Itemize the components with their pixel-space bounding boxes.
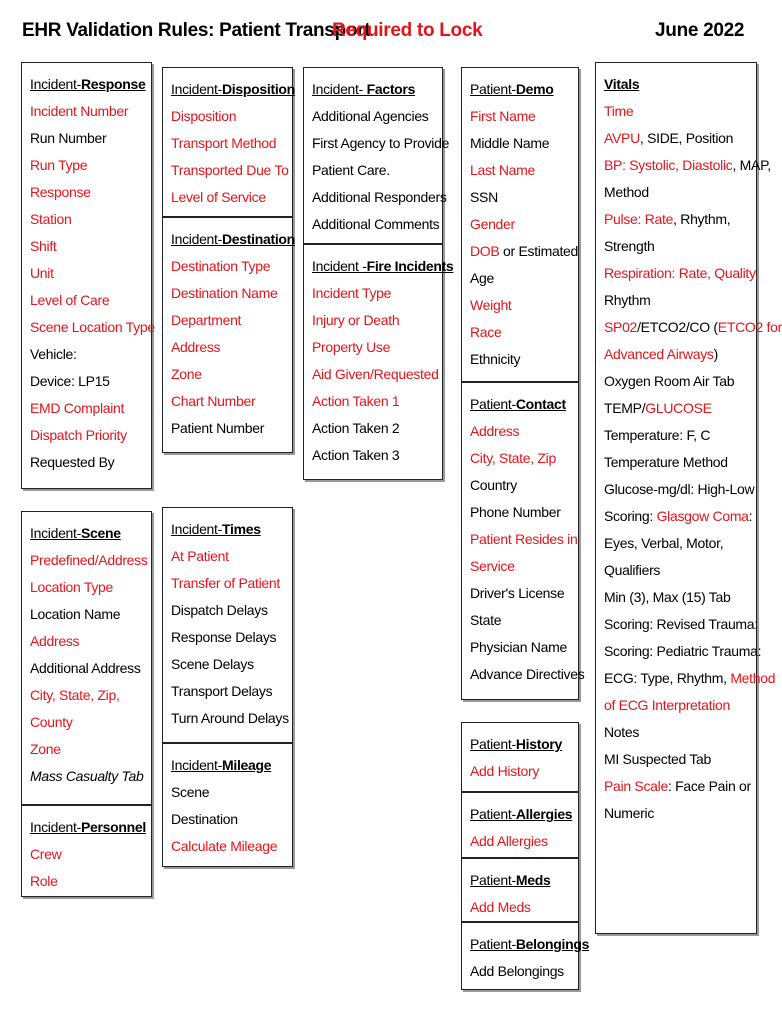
line-segment: Scoring: Pediatric Trauma: bbox=[604, 643, 762, 659]
line-text: Aid Given/Requested bbox=[312, 366, 439, 382]
line-segment: Eyes, Verbal, Motor, bbox=[604, 535, 724, 551]
box-title bbox=[470, 801, 573, 828]
line-text: City, State, Zip bbox=[470, 450, 556, 466]
box-line bbox=[470, 319, 570, 346]
box-line bbox=[604, 206, 748, 233]
box-line bbox=[470, 184, 570, 211]
line-segment: Respiration: Rate, Quality, bbox=[604, 265, 759, 281]
line-text: Crew bbox=[30, 846, 62, 862]
box-line bbox=[30, 736, 143, 763]
box-line bbox=[30, 179, 143, 206]
box-title-prefix: Incident - bbox=[312, 258, 367, 274]
line-segment: Temperature Method bbox=[604, 454, 728, 470]
box-line bbox=[470, 758, 570, 785]
box-line bbox=[604, 98, 748, 125]
box-title bbox=[30, 71, 146, 98]
box-title-bold: History bbox=[515, 736, 562, 752]
line-segment: MI Suspected Tab bbox=[604, 751, 712, 767]
incident-factors-box bbox=[303, 67, 450, 244]
box-line bbox=[470, 580, 570, 607]
line-segment: Advanced Airways bbox=[604, 346, 714, 362]
box-line bbox=[604, 611, 758, 638]
incident-scene-box bbox=[21, 511, 152, 805]
line-text: City, State, Zip, bbox=[30, 687, 120, 703]
line-text: Middle Name bbox=[470, 135, 550, 151]
vitals-box bbox=[595, 62, 782, 934]
line-text: Phone Number bbox=[470, 504, 561, 520]
box-line bbox=[30, 422, 143, 449]
line-text: Destination Name bbox=[171, 285, 278, 301]
box-line bbox=[30, 341, 143, 368]
box-title-prefix: Incident- bbox=[30, 819, 81, 835]
box-line bbox=[30, 206, 143, 233]
line-segment: Notes bbox=[604, 724, 640, 740]
line-text-rest: or Estimated bbox=[499, 243, 579, 259]
box-title-bold: Personnel bbox=[81, 819, 146, 835]
box-line bbox=[312, 130, 450, 157]
box-line bbox=[312, 388, 434, 415]
line-text: Zone bbox=[171, 366, 202, 382]
patient-contact-box bbox=[461, 382, 585, 700]
line-text: Mass Casualty Tab bbox=[30, 768, 144, 784]
box-title-bold: Demo bbox=[515, 81, 554, 97]
box-title-prefix: Incident- bbox=[312, 81, 367, 97]
line-text: Patient Care. bbox=[312, 162, 390, 178]
line-text: Action Taken 2 bbox=[312, 420, 400, 436]
box-line bbox=[470, 499, 570, 526]
box-line bbox=[470, 607, 570, 634]
patient-demo-box bbox=[461, 67, 579, 382]
box-title bbox=[470, 867, 570, 894]
line-text: Disposition bbox=[171, 108, 237, 124]
line-text: Address bbox=[171, 339, 221, 355]
box-line bbox=[470, 894, 570, 921]
line-segment: Method bbox=[604, 184, 649, 200]
line-text: Property Use bbox=[312, 339, 391, 355]
box-line bbox=[171, 388, 284, 415]
line-text: Service bbox=[470, 558, 515, 574]
box-title-bold: Contact bbox=[515, 396, 566, 412]
page-title: EHR Validation Rules: Patient Transport bbox=[22, 20, 371, 41]
box-line bbox=[171, 415, 284, 442]
box-line bbox=[470, 472, 570, 499]
incident-destination-box bbox=[162, 217, 293, 453]
line-text: Transfer of Patient bbox=[171, 575, 280, 591]
box-line bbox=[312, 103, 434, 130]
box-line bbox=[470, 292, 570, 319]
line-segment: Time bbox=[604, 103, 634, 119]
line-segment: of ECG Interpretation bbox=[604, 697, 730, 713]
line-text: Patient Number bbox=[171, 420, 265, 436]
box-line bbox=[470, 553, 570, 580]
box-title-prefix: Incident- bbox=[171, 231, 222, 247]
box-line bbox=[604, 692, 748, 719]
box-title bbox=[312, 253, 454, 280]
box-line bbox=[171, 130, 284, 157]
box-title bbox=[470, 76, 570, 103]
box-line bbox=[604, 557, 748, 584]
line-segment: ECG: Type, Rhythm, bbox=[604, 670, 731, 686]
line-text: Device: LP15 bbox=[30, 373, 110, 389]
box-title-bold: Scene bbox=[81, 525, 121, 541]
box-line bbox=[470, 238, 579, 265]
line-text: Address bbox=[470, 423, 520, 439]
box-line bbox=[30, 841, 143, 868]
box-line bbox=[30, 601, 143, 628]
line-segment: Pulse: Rate bbox=[604, 211, 674, 227]
box-line bbox=[30, 314, 155, 341]
line-text: Level of Service bbox=[171, 189, 266, 205]
box-line bbox=[312, 184, 447, 211]
line-segment: Method bbox=[730, 670, 776, 686]
line-text: Location Type bbox=[30, 579, 114, 595]
line-text: Action Taken 1 bbox=[312, 393, 400, 409]
box-line bbox=[171, 570, 284, 597]
box-line bbox=[171, 624, 284, 651]
line-text: Scene bbox=[171, 784, 210, 800]
box-title bbox=[470, 731, 570, 758]
line-text: DOB bbox=[470, 243, 500, 259]
line-text: Predefined/Address bbox=[30, 552, 148, 568]
box-title-prefix: Incident- bbox=[171, 521, 222, 537]
line-segment: AVPU bbox=[604, 130, 640, 146]
box-title-prefix: Incident- bbox=[30, 76, 81, 92]
box-line bbox=[171, 334, 284, 361]
line-text: Advance Directives bbox=[470, 666, 585, 682]
box-title-bold: Belongings bbox=[515, 936, 590, 952]
box-line bbox=[30, 868, 143, 895]
box-line bbox=[604, 773, 751, 800]
box-title-bold: Times bbox=[222, 521, 261, 537]
box-line bbox=[171, 361, 284, 388]
box-line bbox=[30, 709, 143, 736]
line-text: Add Meds bbox=[470, 899, 531, 915]
line-text: Station bbox=[30, 211, 72, 227]
box-line bbox=[171, 678, 284, 705]
line-text: Destination Type bbox=[171, 258, 271, 274]
line-text: Scene Delays bbox=[171, 656, 254, 672]
line-segment: Scoring: bbox=[604, 508, 657, 524]
box-line bbox=[30, 125, 143, 152]
box-line bbox=[470, 418, 570, 445]
box-line bbox=[171, 705, 289, 732]
box-title-prefix: Incident- bbox=[171, 81, 222, 97]
box-title-prefix: Patient- bbox=[470, 806, 516, 822]
line-text: Add Allergies bbox=[470, 833, 548, 849]
box-line bbox=[604, 719, 748, 746]
line-text: Action Taken 3 bbox=[312, 447, 400, 463]
box-line bbox=[312, 334, 434, 361]
box-line bbox=[604, 368, 748, 395]
box-title-bold: Response bbox=[81, 76, 146, 92]
line-text: Ethnicity bbox=[470, 351, 521, 367]
line-text: Location Name bbox=[30, 606, 121, 622]
line-text: SSN bbox=[470, 189, 498, 205]
box-line bbox=[470, 157, 570, 184]
line-segment: , MAP, bbox=[732, 157, 771, 173]
box-line bbox=[171, 779, 284, 806]
box-line bbox=[30, 682, 143, 709]
line-text: Driver's License bbox=[470, 585, 565, 601]
box-line bbox=[171, 806, 284, 833]
patient-allergies-box bbox=[461, 792, 579, 858]
box-line bbox=[312, 280, 434, 307]
line-text: Dispatch Priority bbox=[30, 427, 127, 443]
line-text: Incident Type bbox=[312, 285, 392, 301]
box-line bbox=[604, 422, 748, 449]
box-line bbox=[604, 233, 748, 260]
box-title-bold: Fire Incidents bbox=[366, 258, 454, 274]
incident-response-box bbox=[21, 62, 155, 489]
box-line bbox=[312, 361, 439, 388]
line-text: Race bbox=[470, 324, 502, 340]
line-segment: Scoring: Revised Trauma: bbox=[604, 616, 758, 632]
box-line bbox=[604, 665, 776, 692]
box-line bbox=[30, 449, 143, 476]
box-title bbox=[171, 226, 295, 253]
line-segment: Temperature: F, C bbox=[604, 427, 711, 443]
line-text: Run Number bbox=[30, 130, 107, 146]
box-line bbox=[30, 98, 143, 125]
box-line bbox=[30, 395, 143, 422]
box-title bbox=[171, 752, 284, 779]
line-text: State bbox=[470, 612, 502, 628]
box-line bbox=[171, 280, 284, 307]
box-title-prefix: Patient- bbox=[470, 736, 516, 752]
box-line bbox=[604, 260, 759, 287]
box-line bbox=[30, 763, 143, 790]
box-line bbox=[470, 265, 570, 292]
box-line bbox=[470, 211, 570, 238]
line-text: Patient Resides in bbox=[470, 531, 578, 547]
line-text: Gender bbox=[470, 216, 515, 232]
box-title-prefix: Incident- bbox=[30, 525, 81, 541]
line-text: Department bbox=[171, 312, 242, 328]
line-text: Additional Comments bbox=[312, 216, 440, 232]
box-title-bold: Meds bbox=[515, 872, 551, 888]
line-text: Role bbox=[30, 873, 58, 889]
box-line bbox=[171, 597, 284, 624]
box-line bbox=[171, 103, 284, 130]
box-line bbox=[30, 547, 148, 574]
box-line bbox=[470, 661, 585, 688]
box-line bbox=[470, 828, 570, 855]
line-segment: BP: Systolic, Diastolic bbox=[604, 157, 733, 173]
box-line bbox=[604, 746, 748, 773]
box-title bbox=[30, 814, 146, 841]
line-segment: ) bbox=[713, 346, 718, 362]
line-segment: GLUCOSE bbox=[645, 400, 712, 416]
box-title-prefix: Incident- bbox=[171, 757, 222, 773]
line-text: Calculate Mileage bbox=[171, 838, 278, 854]
box-line bbox=[312, 211, 440, 238]
line-text: Additional Agencies bbox=[312, 108, 429, 124]
line-segment: /ETCO2/CO ( bbox=[637, 319, 718, 335]
line-text: Vehicle: bbox=[30, 346, 77, 362]
box-line bbox=[604, 287, 748, 314]
incident-disposition-box bbox=[162, 67, 293, 217]
line-text: At Patient bbox=[171, 548, 229, 564]
box-line bbox=[171, 833, 284, 860]
box-title-bold: Disposition bbox=[222, 81, 295, 97]
box-title bbox=[312, 76, 434, 103]
line-segment: Oxygen Room Air Tab bbox=[604, 373, 735, 389]
box-line bbox=[604, 395, 748, 422]
line-text: Shift bbox=[30, 238, 57, 254]
box-title-prefix: Patient- bbox=[470, 936, 516, 952]
box-line bbox=[470, 346, 570, 373]
box-line bbox=[312, 442, 434, 469]
line-text: Turn Around Delays bbox=[171, 710, 289, 726]
line-text: Weight bbox=[470, 297, 512, 313]
line-text: Address bbox=[30, 633, 80, 649]
line-text: First Name bbox=[470, 108, 536, 124]
line-segment: Glasgow Coma bbox=[656, 508, 749, 524]
box-line bbox=[312, 307, 434, 334]
box-line bbox=[171, 651, 284, 678]
incident-mileage-box bbox=[162, 743, 293, 867]
box-line bbox=[604, 530, 748, 557]
box-line bbox=[30, 574, 143, 601]
line-text: Country bbox=[470, 477, 517, 493]
line-text: Requested By bbox=[30, 454, 115, 470]
line-text: Incident Number bbox=[30, 103, 129, 119]
box-line bbox=[470, 526, 578, 553]
box-line bbox=[30, 287, 143, 314]
line-text: County bbox=[30, 714, 73, 730]
box-line bbox=[604, 125, 748, 152]
line-segment: Min (3), Max (15) Tab bbox=[604, 589, 731, 605]
patient-belongings-box bbox=[461, 922, 590, 990]
box-line bbox=[604, 449, 748, 476]
box-line bbox=[30, 233, 143, 260]
line-text: Physician Name bbox=[470, 639, 567, 655]
box-line bbox=[604, 341, 748, 368]
box-line bbox=[171, 543, 284, 570]
line-text: Level of Care bbox=[30, 292, 110, 308]
line-text: Age bbox=[470, 270, 495, 286]
line-segment: TEMP/ bbox=[604, 400, 646, 416]
line-text: Scene Location Type bbox=[30, 319, 155, 335]
line-text: Dispatch Delays bbox=[171, 602, 268, 618]
line-segment: , Rhythm, bbox=[673, 211, 731, 227]
line-text: Response Delays bbox=[171, 629, 277, 645]
line-text: Additional Address bbox=[30, 660, 141, 676]
line-segment: Numeric bbox=[604, 805, 655, 821]
line-segment: : Face Pain or bbox=[667, 778, 751, 794]
line-text: Destination bbox=[171, 811, 238, 827]
box-line bbox=[470, 958, 570, 985]
box-title-bold: Vitals bbox=[604, 76, 640, 92]
incident-times-box bbox=[162, 507, 293, 743]
line-segment: SP02 bbox=[604, 319, 638, 335]
box-title-prefix: Patient- bbox=[470, 81, 516, 97]
line-text: Add History bbox=[470, 763, 540, 779]
line-segment: Pain Scale bbox=[604, 778, 668, 794]
box-line bbox=[470, 634, 570, 661]
line-text: Chart Number bbox=[171, 393, 256, 409]
line-text: Transported Due To bbox=[171, 162, 289, 178]
box-line bbox=[312, 415, 434, 442]
box-line bbox=[604, 152, 771, 179]
box-title bbox=[30, 520, 143, 547]
incident-fire-box bbox=[303, 244, 454, 480]
box-title bbox=[171, 516, 284, 543]
line-segment: , SIDE, Position bbox=[639, 130, 734, 146]
box-line bbox=[604, 476, 755, 503]
box-title bbox=[470, 391, 570, 418]
box-line bbox=[171, 184, 284, 211]
line-text: Zone bbox=[30, 741, 61, 757]
line-text: Transport Delays bbox=[171, 683, 273, 699]
box-line bbox=[470, 445, 570, 472]
line-text: EMD Complaint bbox=[30, 400, 125, 416]
box-line bbox=[30, 628, 143, 655]
incident-personnel-box bbox=[21, 805, 152, 897]
date-label: June 2022 bbox=[655, 20, 745, 41]
box-line bbox=[604, 638, 762, 665]
box-title-prefix: Patient- bbox=[470, 396, 516, 412]
box-line bbox=[171, 307, 284, 334]
required-to-lock-label: Required to Lock bbox=[332, 20, 483, 41]
box-line bbox=[312, 157, 434, 184]
line-text: Injury or Death bbox=[312, 312, 400, 328]
box-title-bold: Mileage bbox=[222, 757, 272, 773]
box-line bbox=[470, 103, 570, 130]
line-text: Last Name bbox=[470, 162, 535, 178]
patient-meds-box bbox=[461, 858, 579, 922]
box-title-bold: Allergies bbox=[515, 806, 573, 822]
line-text: Additional Responders bbox=[312, 189, 447, 205]
line-text: Transport Method bbox=[171, 135, 277, 151]
box-line bbox=[30, 152, 143, 179]
line-text: Unit bbox=[30, 265, 54, 281]
box-title-prefix: Patient- bbox=[470, 872, 516, 888]
box-line bbox=[604, 800, 748, 827]
box-line bbox=[604, 503, 753, 530]
box-title bbox=[171, 76, 295, 103]
line-segment: Strength bbox=[604, 238, 655, 254]
box-line bbox=[30, 368, 143, 395]
line-text: First Agency to Provide bbox=[312, 135, 450, 151]
patient-history-box bbox=[461, 722, 579, 792]
box-line bbox=[604, 584, 748, 611]
box-line bbox=[171, 253, 284, 280]
box-title bbox=[604, 71, 748, 98]
box-title bbox=[470, 931, 590, 958]
line-segment: : bbox=[748, 508, 753, 524]
box-line bbox=[30, 655, 143, 682]
line-segment: ETCO2 for bbox=[717, 319, 782, 335]
line-segment: Glucose-mg/dl: High-Low bbox=[604, 481, 755, 497]
box-line bbox=[604, 179, 748, 206]
box-line bbox=[470, 130, 570, 157]
box-line bbox=[604, 314, 782, 341]
line-text: Add Belongings bbox=[470, 963, 564, 979]
box-title-bold: Factors bbox=[366, 81, 416, 97]
line-text: Response bbox=[30, 184, 91, 200]
box-line bbox=[30, 260, 143, 287]
line-text: Run Type bbox=[30, 157, 88, 173]
line-segment: Qualifiers bbox=[604, 562, 661, 578]
box-line bbox=[171, 157, 289, 184]
box-title-bold: Destination bbox=[222, 231, 295, 247]
line-segment: Rhythm bbox=[604, 292, 651, 308]
